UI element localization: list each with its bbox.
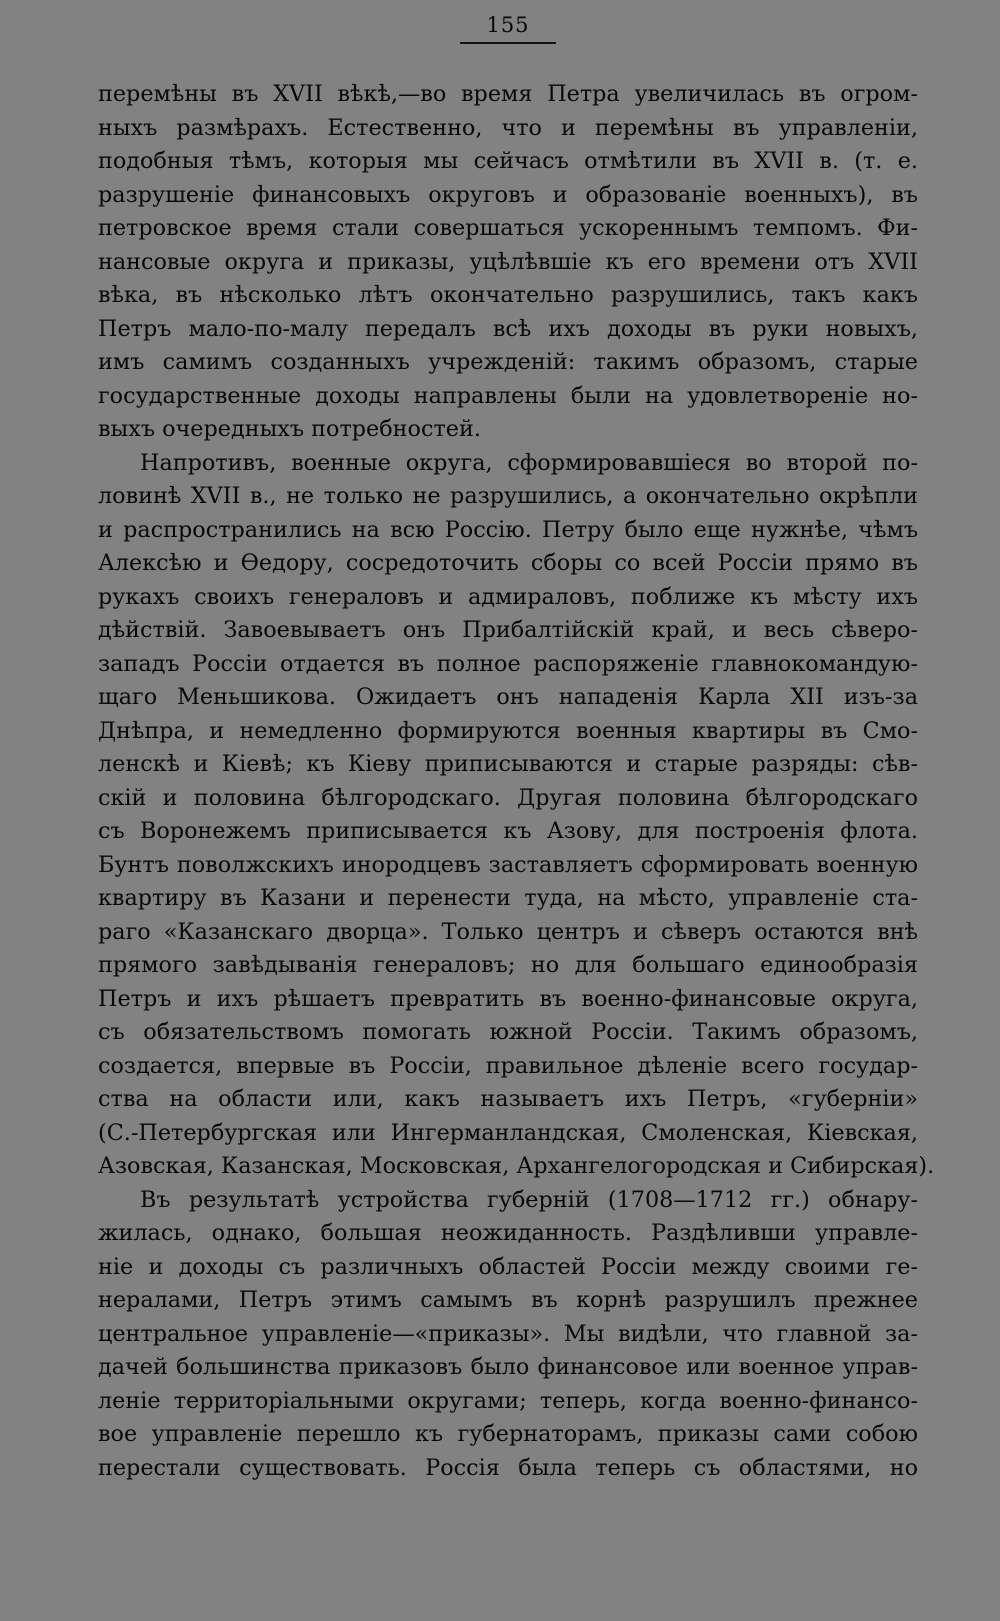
text-line: ныхъ размѣрахъ. Естественно, что и перемѣны въ управленіи,: [98, 114, 918, 141]
text-line: нансовые округа и приказы, уцѣлѣвшіе къ его времени отъ XVII: [98, 248, 918, 275]
text-line: прямого завѣдыванія генераловъ; но для большаго единообразія: [98, 952, 918, 978]
text-line: Напротивъ, военные округа, сформировавшіеся во второй по-: [140, 449, 918, 476]
page-number: 155: [486, 13, 530, 37]
text-line: и распространились на всю Россію. Петру было еще нужнѣе, чѣмъ: [98, 516, 918, 543]
text-line: перестали существовать. Россія была теперь съ областями, но: [98, 1454, 918, 1481]
text-line: ловинѣ XVII в., не только не разрушились, а окончательно окрѣпли: [98, 483, 918, 509]
text-line: выхъ очередныхъ потребностей.: [98, 416, 481, 442]
text-line: Петръ мало-по-малу передалъ всѣ ихъ доходы въ руки новыхъ,: [98, 315, 918, 342]
text-line: раго «Казанскаго дворца». Только центръ и сѣверъ остаются внѣ: [98, 918, 918, 945]
text-line: дѣйствій. Завоевываетъ онъ Прибалтійскій край, и весь сѣверо-: [98, 617, 918, 643]
text-line: (С.-Петербургская или Ингерманландская, Смоленская, Кіевская,: [98, 1119, 918, 1146]
text-line: государственные доходы направлены были на удовлетвореніе но-: [98, 382, 918, 409]
text-line: скій и половина бѣлгородскаго. Другая половина бѣлгородскаго: [98, 784, 918, 811]
text-line: центральное управленіе—«приказы». Мы видѣли, что главной за-: [98, 1320, 918, 1347]
text-line: вѣка, въ нѣсколько лѣтъ окончательно разрушились, такъ какъ: [98, 282, 918, 308]
text-line: Днѣпра, и немедленно формируются военныя квартиры въ Смо-: [98, 717, 918, 744]
text-line: квартиру въ Казани и перенести туда, на мѣсто, управленіе ста-: [98, 885, 918, 911]
text-line: подобныя тѣмъ, которыя мы сейчасъ отмѣтили въ XVII в. (т. е.: [98, 148, 918, 174]
paragraph-3: [98, 1184, 918, 1486]
paragraph-2: [98, 447, 935, 1184]
text-line: создается, впервые въ Россіи, правильное дѣленіе всего государ-: [98, 1052, 918, 1079]
text-line: щаго Меньшикова. Ожидаетъ онъ нападенія Карла XII изъ-за: [98, 684, 918, 710]
text-line: ства на области или, какъ называетъ ихъ Петръ, «губерніи»: [98, 1086, 918, 1112]
page-number-underline: [460, 42, 556, 44]
text-line: Петръ и ихъ рѣшаетъ превратить въ военно-финансовые округа,: [98, 985, 918, 1012]
text-line: нералами, Петръ этимъ самымъ въ корнѣ разрушилъ прежнее: [98, 1287, 918, 1313]
text-line: перемѣны въ XVII вѣкѣ,—во время Петра увеличилась въ огром-: [98, 81, 918, 107]
text-line: съ обязательствомъ помогать южной Россіи. Такимъ образомъ,: [98, 1019, 918, 1045]
text-line: Бунтъ поволжскихъ инородцевъ заставляетъ сформировать военную: [98, 851, 918, 878]
text-line: разрушеніе финансовыхъ округовъ и образованіе военныхъ), въ: [98, 181, 918, 208]
text-line: имъ самимъ созданныхъ учрежденій: такимъ образомъ, старые: [98, 349, 918, 375]
text-line: петровское время стали совершаться ускореннымъ темпомъ. Фи-: [98, 215, 918, 241]
text-line: западъ Россіи отдается въ полное распоряженіе главнокомандую-: [98, 650, 918, 677]
text-line: дачей большинства приказовъ было финансовое или военное управ-: [98, 1354, 918, 1380]
text-line: Въ результатѣ устройства губерній (1708—1712 гг.) обнару-: [140, 1186, 918, 1213]
text-line: съ Воронежемъ приписывается къ Азову, для построенія флота.: [98, 818, 918, 844]
paragraph-1: [98, 78, 918, 447]
text-line: ленскѣ и Кіевѣ; къ Кіеву приписываются и старые разряды: сѣв-: [98, 751, 918, 777]
text-line: леніе территоріальными округами; теперь, когда военно-финансо-: [98, 1387, 918, 1414]
text-line: Азовская, Казанская, Московская, Архангелогородская и Сибирская).: [98, 1153, 935, 1179]
text-line: жилась, однако, большая неожиданность. Раздѣливши управле-: [98, 1220, 918, 1246]
text-line: ніе и доходы съ различныхъ областей Россіи между своими ге-: [98, 1253, 918, 1280]
text-line: рукахъ своихъ генераловъ и адмираловъ, поближе къ мѣсту ихъ: [98, 583, 918, 610]
page-body-text: [98, 78, 935, 1485]
text-line: Алексѣю и Ѳедору, сосредоточить сборы со всей Россіи прямо въ: [98, 550, 918, 576]
text-line: вое управленіе перешло къ губернаторамъ, приказы сами собою: [98, 1421, 918, 1447]
